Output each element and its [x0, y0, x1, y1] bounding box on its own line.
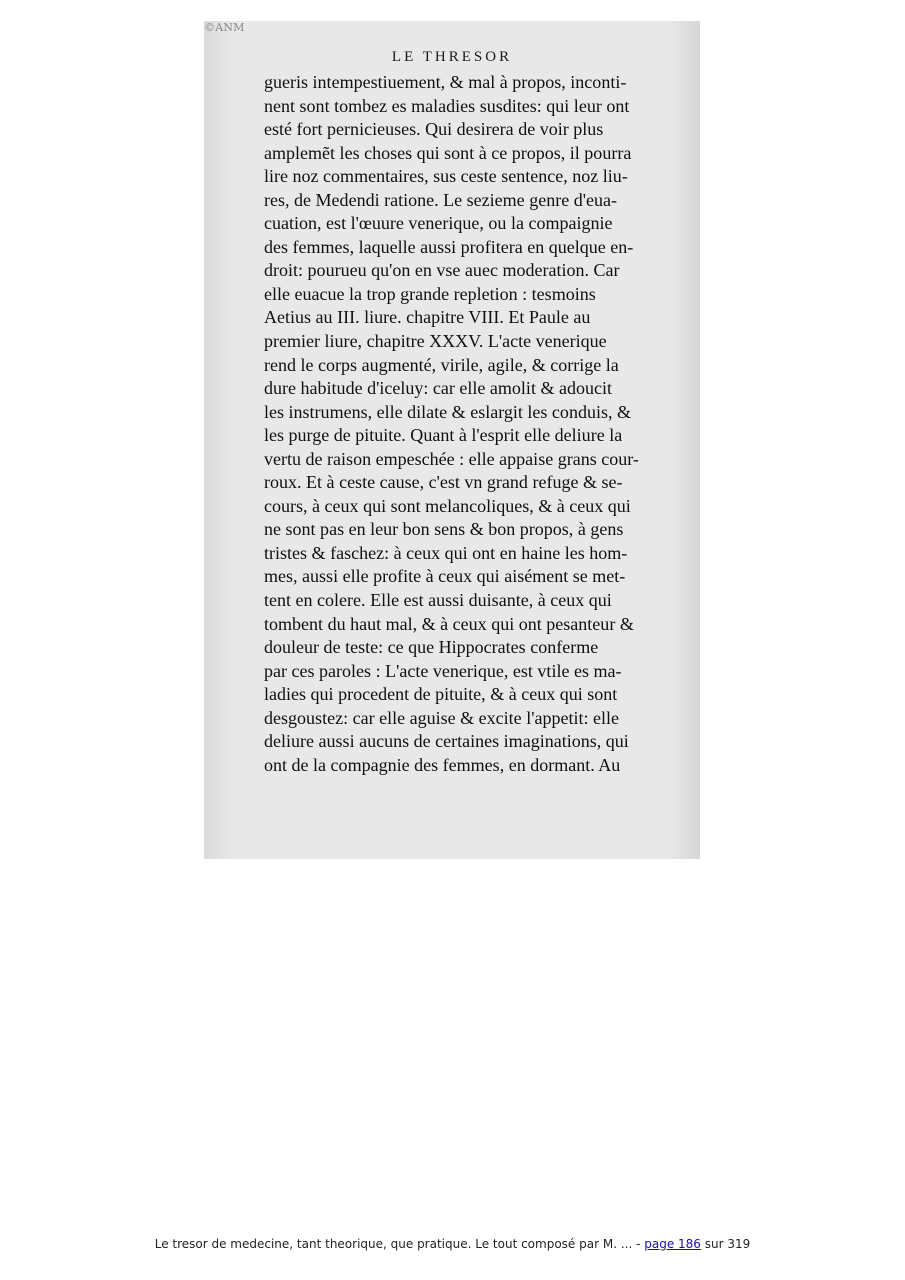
text-line: mes, aussi elle profite à ceux qui aisément se met- [264, 566, 626, 587]
text-line: tent en colere. Elle est aussi duisante, à ceux qui [264, 590, 612, 611]
text-line: vertu de raison empeschée : elle appaise grans cour- [264, 448, 639, 469]
text-line: esté fort pernicieuses. Qui desirera de voir plus [264, 119, 604, 140]
text-line: les purge de pituite. Quant à l'esprit elle deliure la [264, 425, 623, 446]
text-line: lire noz commentaires, sus ceste sentence, noz liu- [264, 166, 628, 187]
text-line: premier liure, chapitre XXXV. L'acte venerique [264, 331, 607, 352]
text-line: cours, à ceux qui sont melancoliques, & à ceux qui [264, 495, 631, 516]
page-link[interactable]: page 186 [644, 1237, 701, 1251]
footer-title: Le tresor de medecine, tant theorique, que pratique. Le tout composé par M. ... - [154, 1237, 645, 1251]
footer-caption [0, 1237, 905, 1251]
text-line: nent sont tombez es maladies susdites: qui leur ont [264, 95, 630, 116]
running-head: LE THRESOR [391, 49, 513, 65]
text-line: ne sont pas en leur bon sens & bon propos, à gens [264, 519, 624, 540]
text-line: ladies qui procedent de pituite, & à ceux qui sont [264, 684, 618, 705]
text-line: des femmes, laquelle aussi profitera en quelque en- [264, 236, 634, 257]
text-line: amplemẽt les choses qui sont à ce propos, il pourra [264, 142, 632, 163]
scanned-page [204, 21, 700, 859]
text-line: gueris intempestiuement, & mal à propos, inconti- [264, 72, 627, 92]
text-line: tombent du haut mal, & à ceux qui ont pesanteur & [264, 613, 634, 634]
text-line: cuation, est l'œuure venerique, ou la compaignie [264, 213, 613, 234]
text-line: rend le corps augmenté, virile, agile, & corrige la [264, 354, 619, 375]
text-line: ont de la compagnie des femmes, en dormant. Au [264, 754, 621, 775]
text-line: roux. Et à ceste cause, c'est vn grand refuge & se- [264, 472, 623, 493]
text-line: res, de Medendi ratione. Le sezieme genre d'eua- [264, 189, 617, 210]
text-line: dure habitude d'iceluy: car elle amolit & adoucit [264, 378, 613, 399]
watermark: ©ANM [204, 21, 245, 34]
text-line: tristes & faschez: à ceux qui ont en haine les hom- [264, 542, 628, 563]
text-line: les instrumens, elle dilate & eslargit les conduis, & [264, 401, 632, 422]
text-line: desgoustez: car elle aguise & excite l'appetit: elle [264, 707, 620, 728]
text-line: Aetius au III. liure. chapitre VIII. Et Paule au [264, 307, 591, 328]
body-text [264, 71, 700, 777]
text-line: deliure aussi aucuns de certaines imaginations, qui [264, 731, 629, 752]
text-line: droit: pourueu qu'on en vse auec moderation. Car [264, 260, 620, 281]
text-line: douleur de teste: ce que Hippocrates conferme [264, 637, 599, 658]
text-line: elle euacue la trop grande repletion : tesmoins [264, 283, 596, 304]
text-line: par ces paroles : L'acte venerique, est vtile es ma- [264, 660, 622, 681]
footer-page-count: sur 319 [700, 1237, 751, 1251]
